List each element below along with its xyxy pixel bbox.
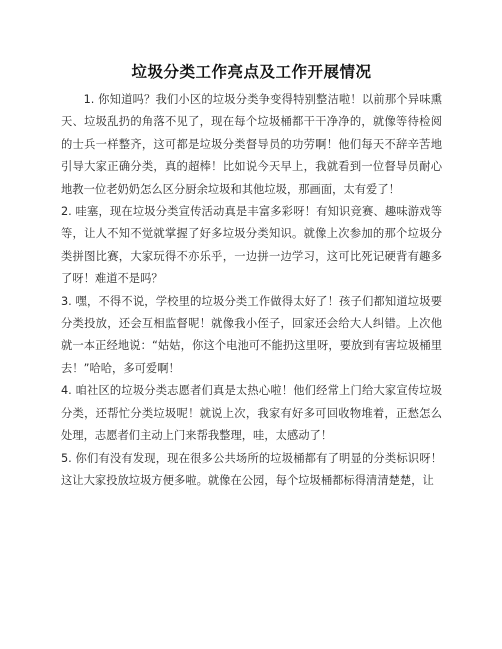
paragraph-1: 1. 你知道吗？我们小区的垃圾分类争变得特别整洁啦！以前那个异味熏天、垃圾乱扔的角落不见了，现在每个垃圾桶都干干净净的，就像等待检阅的士兵一样整齐，这可都是垃圾分类督导员的功劳啊！他们每天不辞辛苦地引导大家正确分类，真的超棒！比如说今天早上，我就看到一位督导员耐心地教一位老奶奶怎么区分厨余垃圾和其他垃圾，那画面，太有爱了！ xyxy=(61,93,442,196)
paragraph-4: 4. 咱社区的垃圾分类志愿者们真是太热心啦！他们经常上门给大家宣传垃圾分类，还帮忙分类垃圾呢！就说上次，我家有好多可回收物堆着，正愁怎么处理，志愿者们主动上门来帮我整理，哇，太感动了！ xyxy=(61,384,442,443)
paragraph-3: 3. 嘿，不得不说，学校里的垃圾分类工作做得太好了！孩子们都知道垃圾要分类投放，还会互相监督呢！就像我小侄子，回家还会给大人纠错。上次他就一本正经地说：“姑姑，你这个电池可不能扔这里呀，要放到有害垃圾桶里去！”哈哈，多可爱啊！ xyxy=(61,294,442,375)
paragraph-5: 5. 你们有没有发现，现在很多公共场所的垃圾桶都有了明显的分类标识呀！这让大家投放垃圾方便多啦。就像在公园，每个垃圾桶都标得清清楚楚，让 xyxy=(61,451,442,487)
paragraph-2: 2. 哇塞，现在垃圾分类宣传活动真是丰富多彩呀！有知识竞赛、趣味游戏等等，让人不知不觉就掌握了好多垃圾分类知识。就像上次参加的那个垃圾分类拼图比赛，大家玩得不亦乐乎，一边拼一边学习，这可比死记硬背有趣多了呀！难道不是吗？ xyxy=(61,205,442,286)
document-title: 垃圾分类工作亮点及工作开展情况 xyxy=(131,63,372,81)
